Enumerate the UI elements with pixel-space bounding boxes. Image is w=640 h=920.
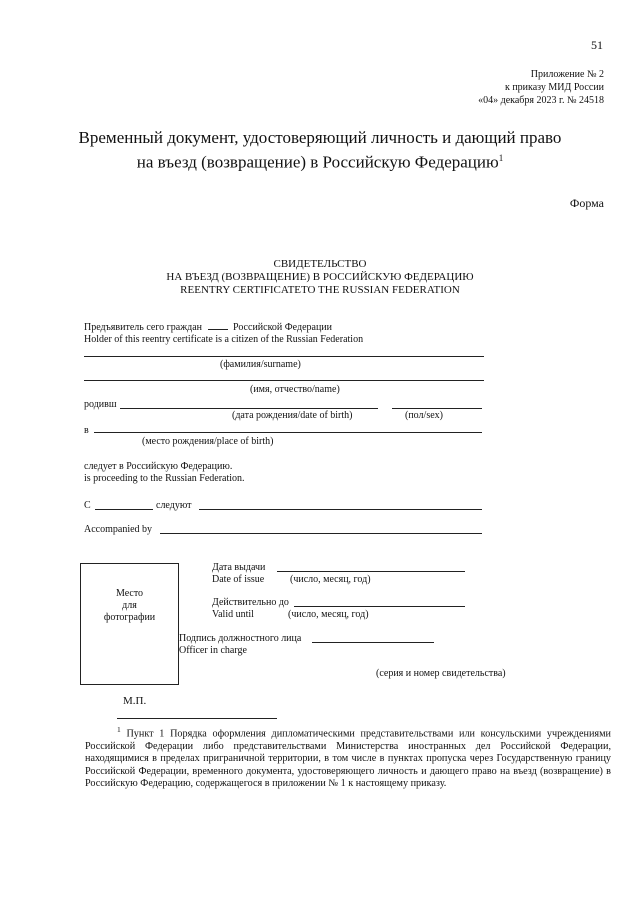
footnote	[85, 724, 611, 791]
valid-ru: Действительно до	[212, 597, 289, 608]
officer-signature-field-line[interactable]	[312, 642, 434, 643]
holder-ru-suffix: Российской Федерации	[233, 322, 333, 333]
name-caption: (имя, отчество/name)	[250, 384, 340, 395]
surname-field-line[interactable]	[84, 356, 484, 357]
pob-caption: (место рождения/place of birth)	[142, 436, 274, 447]
series-caption: (серия и номер свидетельства)	[376, 668, 506, 679]
issue-caption: (число, месяц, год)	[290, 574, 371, 585]
officer-ru: Подпись должностного лица	[179, 633, 302, 644]
appendix-line-3: «04» декабря 2023 г. № 24518	[478, 95, 604, 106]
photo-placeholder-box	[80, 563, 179, 685]
appendix-line-1: Приложение № 2	[530, 69, 604, 80]
valid-caption: (число, месяц, год)	[288, 609, 369, 620]
sex-field-line[interactable]	[392, 408, 482, 409]
officer-en: Officer in charge	[179, 645, 247, 656]
proceeding-ru: следует в Российскую Федерацию.	[84, 461, 233, 472]
place-of-birth-field-line[interactable]	[94, 432, 482, 433]
footnote-separator	[117, 718, 277, 719]
form-label: Форма	[569, 196, 604, 210]
citizenship-suffix-blank[interactable]	[208, 329, 228, 330]
issue-ru: Дата выдачи	[212, 562, 266, 573]
certificate-line-1: СВИДЕТЕЛЬСТВО	[273, 258, 367, 270]
valid-date-field-line[interactable]	[294, 606, 465, 607]
appendix-block	[478, 68, 604, 107]
page-number: 51	[591, 38, 603, 52]
with-c-label: С	[84, 500, 91, 511]
holder-en: Holder of this reentry certificate is a citizen of the Russian Federation	[84, 334, 364, 345]
photo-box-line-1: Место	[115, 588, 144, 599]
appendix-line-2: к приказу МИД России	[504, 82, 604, 93]
title-line-1: Временный документ, удостоверяющий личность и дающий право	[78, 128, 562, 147]
certificate-line-2: НА ВЪЕЗД (ВОЗВРАЩЕНИЕ) В РОССИЙСКУЮ ФЕДЕРАЦИЮ	[166, 271, 474, 283]
title-line-2	[40, 148, 600, 173]
issue-date-field-line[interactable]	[277, 571, 465, 572]
companions-count-field-line[interactable]	[95, 509, 153, 510]
surname-caption: (фамилия/surname)	[220, 359, 301, 370]
born-label: родивш	[84, 399, 117, 410]
in-label: в	[84, 425, 89, 436]
issue-en: Date of issue	[212, 574, 265, 585]
dob-caption: (дата рождения/date of birth)	[232, 410, 353, 421]
name-field-line[interactable]	[84, 380, 484, 381]
photo-box-line-2: для	[122, 600, 137, 611]
sex-caption: (пол/sex)	[405, 410, 443, 421]
holder-ru-prefix: Предъявитель сего граждан	[84, 322, 202, 333]
footnote-text: Пункт 1 Порядка оформления дипломатическими представительствами или консульскими учреждениями Российской Федерации либо представительствами Министерства иностранных дел Российской Федерации, находящимися в пределах приграничной территории, в том числе в пунктах пропуска через Государственную границу Российской Федерации, временного документа, удостоверяющего личность и дающего право на въезд (возвращение) в Российскую Федерацию, содержащегося в приложении № 1 к настоящему приказу.	[85, 728, 611, 790]
footnote-marker: 1	[117, 725, 121, 734]
certificate-header	[120, 258, 520, 297]
accompanied-field-line[interactable]	[160, 533, 482, 534]
companions-field-line[interactable]	[199, 509, 482, 510]
certificate-line-3: REENTRY CERTIFICATETO THE RUSSIAN FEDERATION	[180, 284, 460, 296]
holder-ru	[84, 322, 332, 333]
title-footnote-marker: 1	[498, 153, 504, 163]
title-line-2-text: на въезд (возвращение) в Российскую Федерацию	[136, 152, 499, 172]
valid-en: Valid until	[212, 609, 254, 620]
document-title	[40, 128, 600, 173]
accompanied-label: Accompanied by	[84, 524, 153, 535]
photo-box-line-3: фотографии	[103, 612, 156, 623]
follow-label: следуют	[156, 500, 192, 511]
stamp-label: М.П.	[123, 695, 147, 707]
proceeding-en: is proceeding to the Russian Federation.	[84, 473, 245, 484]
date-of-birth-field-line[interactable]	[120, 408, 378, 409]
